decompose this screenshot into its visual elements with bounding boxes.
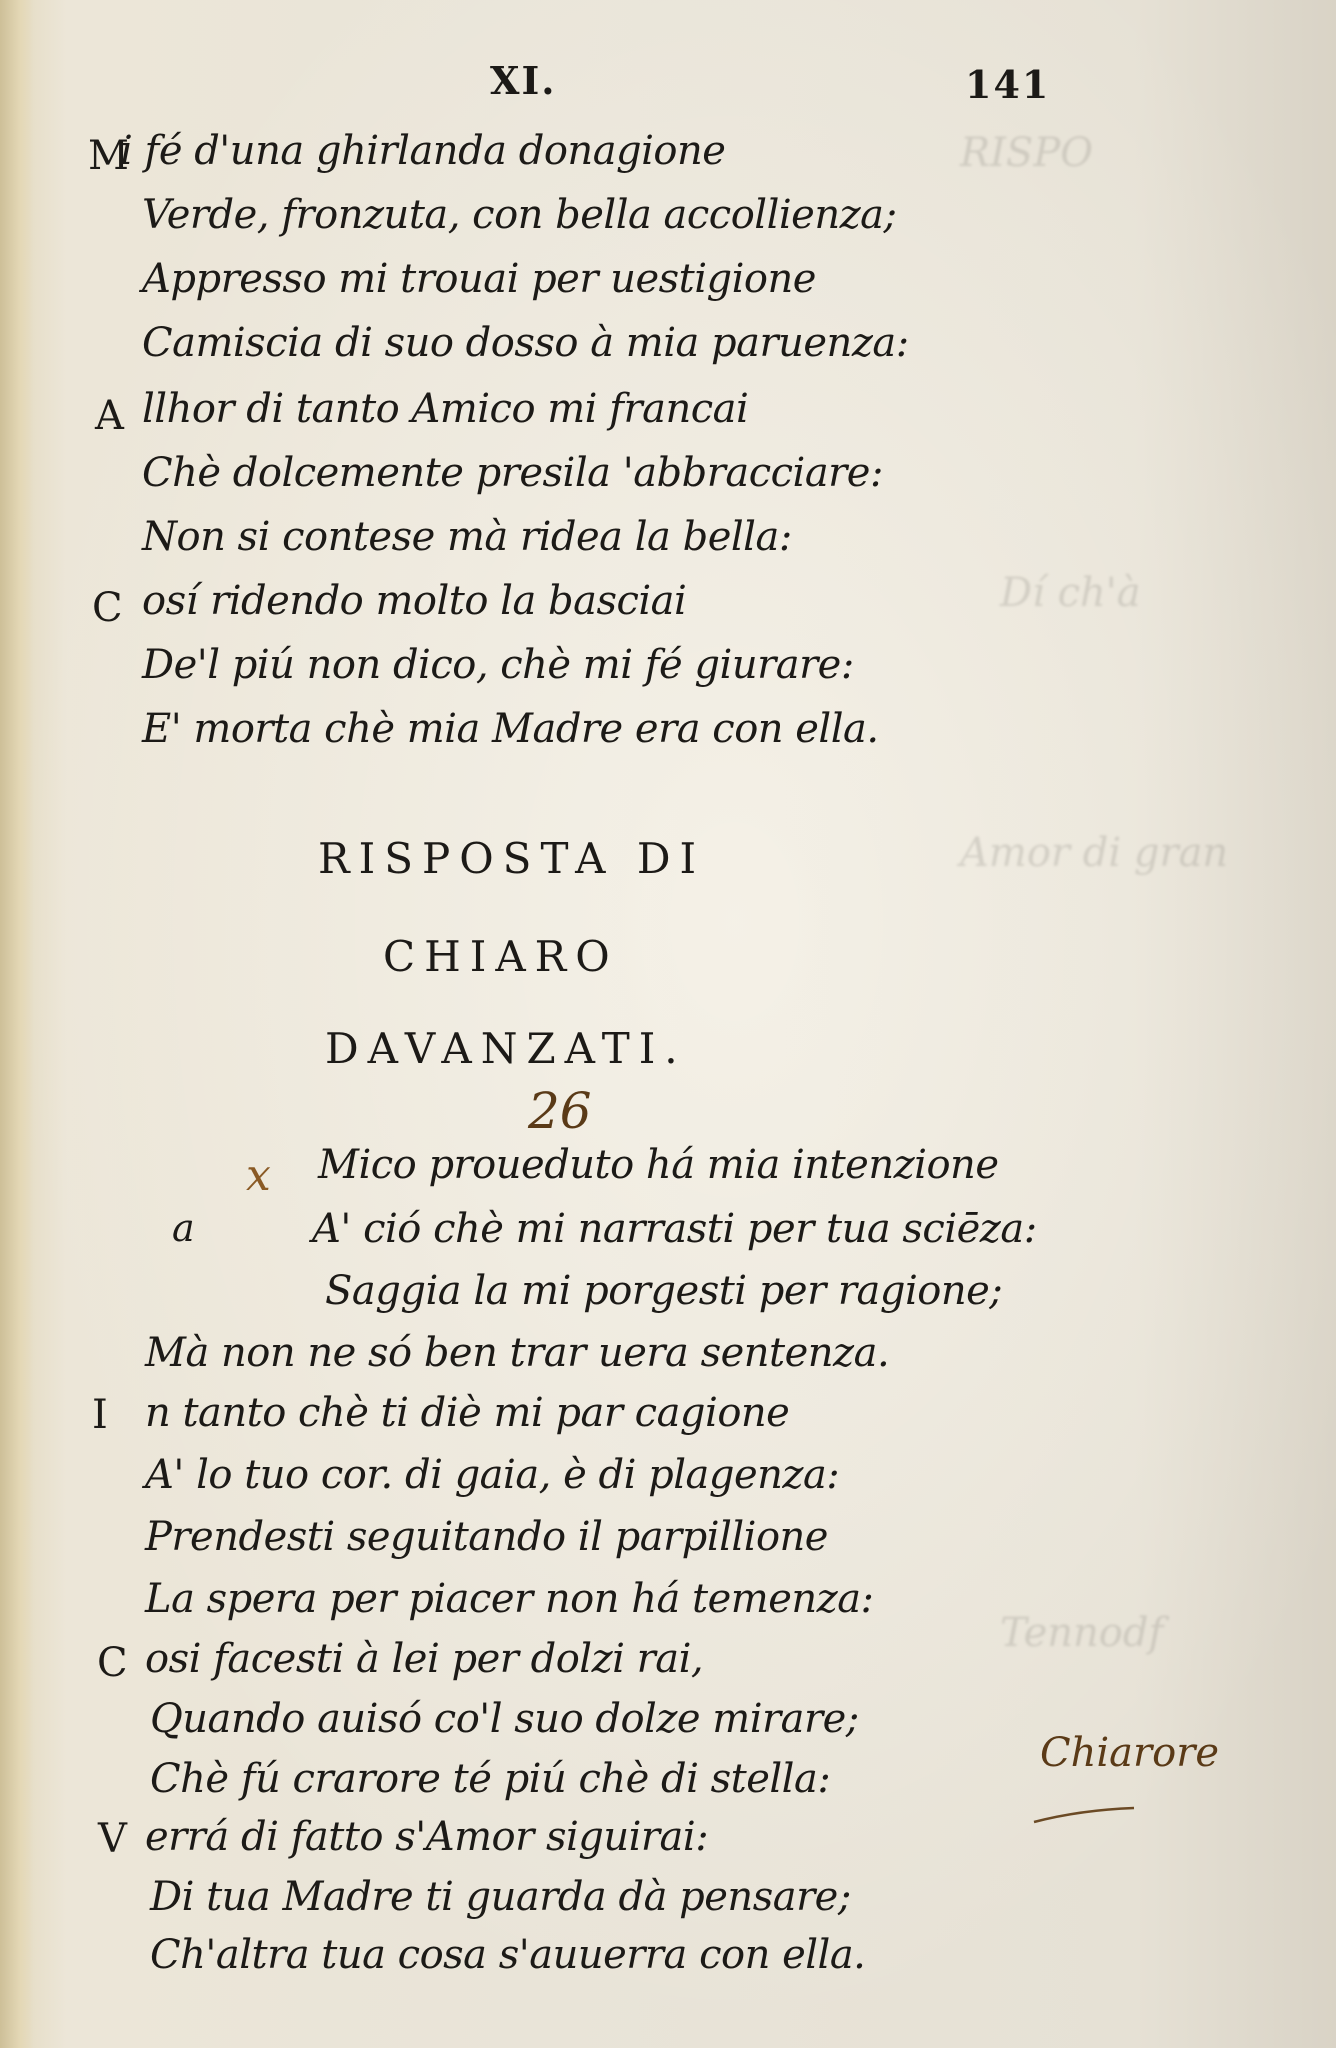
verse-line: Verde, fronzuta, con bella accollienza; [142, 192, 897, 238]
verse-line: osi facesti à lei per dolzi rai, [145, 1636, 704, 1682]
initial-letter: A [95, 393, 124, 439]
heading-line-3: DAVANZATI. [325, 1024, 687, 1073]
initial-letter: V [98, 1816, 127, 1862]
verse-line: Saggia la mi porgesti per ragione; [325, 1268, 1003, 1314]
verse-line: Appresso mi trouai per uestigione [142, 256, 816, 302]
margin-note: Chiarore [1040, 1730, 1220, 1776]
initial-letter: M [88, 133, 129, 179]
handwritten-cross: x [246, 1150, 271, 1201]
page-number: 141 [965, 62, 1051, 107]
verse-line: n tanto chè ti diè mi par cagione [145, 1390, 790, 1436]
heading-line-2: CHIARO [383, 932, 619, 981]
verse-line: Chè fú crarore té piú chè di stella: [150, 1756, 831, 1802]
verse-line: Ch'altra tua cosa s'auuerra con ella. [150, 1932, 866, 1978]
initial-letter: C [92, 585, 123, 631]
verse-line: Mà non ne só ben trar uera sentenza. [145, 1330, 890, 1376]
initial-letter: I [92, 1392, 108, 1438]
verse-line: Di tua Madre ti guarda dà pensare; [150, 1874, 851, 1920]
page-gutter [0, 0, 34, 2048]
verse-line: E' morta chè mia Madre era con ella. [142, 706, 879, 752]
section-number: XI. [490, 58, 557, 103]
verse-line: La spera per piacer non há temenza: [145, 1576, 874, 1622]
verse-line: Prendesti seguitando il parpillione [145, 1514, 828, 1560]
verse-line: errá di fatto s'Amor siguirai: [145, 1814, 709, 1860]
heading-line-1: RISPOSTA DI [318, 834, 706, 883]
verse-line: Camiscia di suo dosso à mia paruenza: [142, 320, 909, 366]
verse-line: A' lo tuo cor. di gaia, è di plagenza: [145, 1452, 840, 1498]
verse-line: Chè dolcemente presila 'abbracciare: [142, 450, 883, 496]
verse-line: osí ridendo molto la basciai [142, 578, 687, 624]
book-page: RISPO Dí ch'à Amor di gran Tennodf XI. 141 M i fé d'una ghirlanda donagione Verde, fronzuta, con bella accollienza; Appresso mi trouai per uestigione Camiscia di suo dosso à mia paruenza: A llhor di tanto Amico mi francai Chè dolcemente presila 'abbracciare: Non si contese mà ridea la bella: C osí ridendo molto la basciai De'l piú non dico, chè mi fé giurare: E' morta chè mia Madre era con ella. RISPOSTA DI CHIARO DAVANZATI. 26 x a Chiarore Mico proueduto há mia intenzione A' ció chè mi narrasti per tua sciēza: Saggia la mi porgesti per ragione; Mà non ne só ben trar uera sentenza. I n tanto chè ti diè mi par cagione A' lo tuo cor. di gaia, è di plagenza: Prendesti seguitando il parpillione La spera per piacer non há temenza: C osi facesti à lei per dolzi rai, Quando auisó co'l suo dolze mirare; Chè fú crarore té piú chè di stella: V errá di fatto s'Amor siguirai: Di tua Madre ti guarda dà pensare; Ch'altra tua cosa s'auuerra con ella. [0, 0, 1336, 2048]
verse-line: Mico proueduto há mia intenzione [318, 1142, 999, 1188]
handwritten-number: 26 [528, 1082, 592, 1140]
margin-stroke [1030, 1800, 1140, 1830]
verse-line: Non si contese mà ridea la bella: [142, 514, 792, 560]
margin-letter: a [172, 1206, 195, 1250]
verse-line: De'l piú non dico, chè mi fé giurare: [142, 642, 854, 688]
verse-line: llhor di tanto Amico mi francai [142, 386, 749, 432]
verse-line: Quando auisó co'l suo dolze mirare; [150, 1696, 859, 1742]
verse-line: A' ció chè mi narrasti per tua sciēza: [312, 1206, 1037, 1252]
initial-letter: C [97, 1640, 128, 1686]
verse-line: i fé d'una ghirlanda donagione [120, 128, 726, 174]
